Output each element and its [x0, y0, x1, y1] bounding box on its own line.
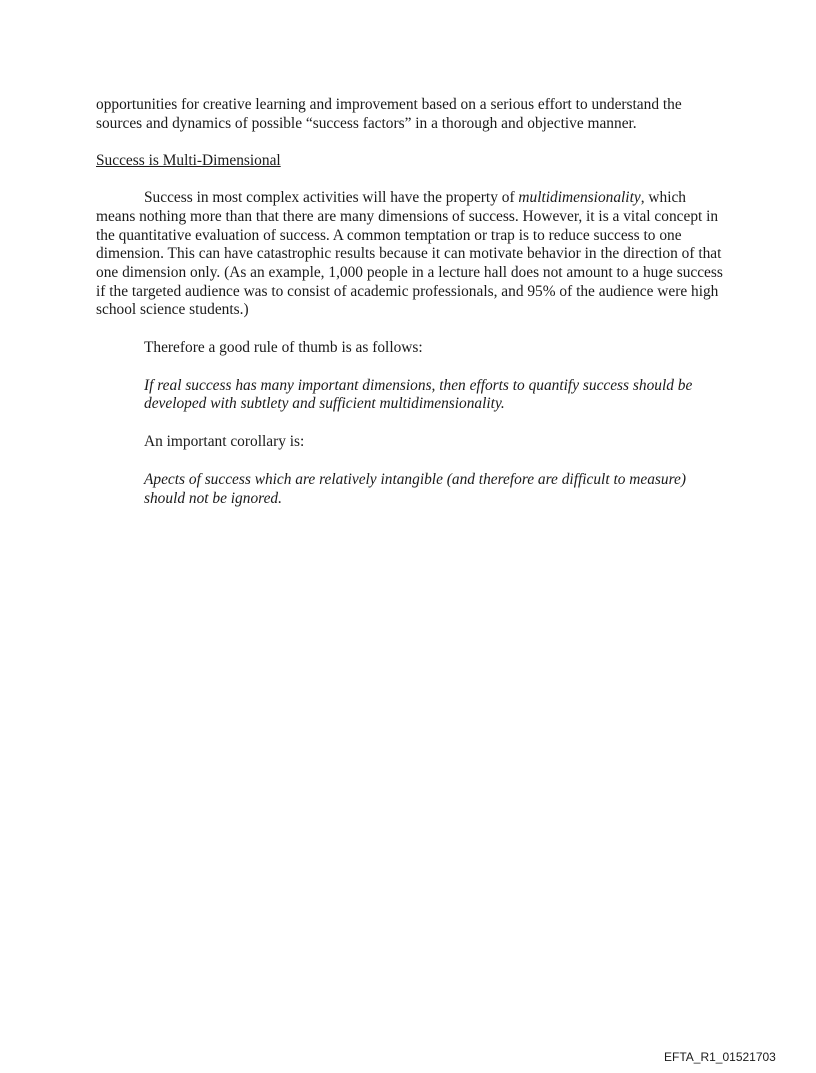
document-id-footer: EFTA_R1_01521703	[664, 1050, 776, 1064]
body-italic-term: multidimensionality	[518, 189, 641, 207]
corollary-intro: An important corollary is:	[144, 433, 305, 451]
rule-intro: Therefore a good rule of thumb is as follows:	[144, 339, 423, 357]
rule-quote: If real success has many important dimensions, then efforts to quantify success should be developed with subtlety and sufficient multidimensionality.	[144, 376, 693, 413]
corollary-quote: Apects of success which are relatively intangible (and therefore are difficult to measure) should not be ignored.	[144, 470, 686, 507]
body-text-end: , which means nothing more than that there are many dimensions of success. However, it is a vital concept in the quantitative evaluation of success. A common temptation or trap is to reduce success to one dimension. This can have catastrophic results because it can motivate behavior in the direction of that one dimension only. (As an example, 1,000 people in a lecture hall does not amount to a huge success if the targeted audience was to consist of academic professionals, and 95% of the audience were high school science students.)	[96, 189, 723, 319]
intro-paragraph: opportunities for creative learning and improvement based on a serious effort to understand the sources and dynamics of possible “success factors” in a thorough and objective manner.	[96, 96, 682, 132]
section-heading: Success is Multi-Dimensional	[96, 152, 281, 170]
body-text-start: Success in most complex activities will have the property of	[144, 189, 519, 207]
document-page	[96, 96, 724, 527]
body-paragraph	[96, 189, 724, 320]
